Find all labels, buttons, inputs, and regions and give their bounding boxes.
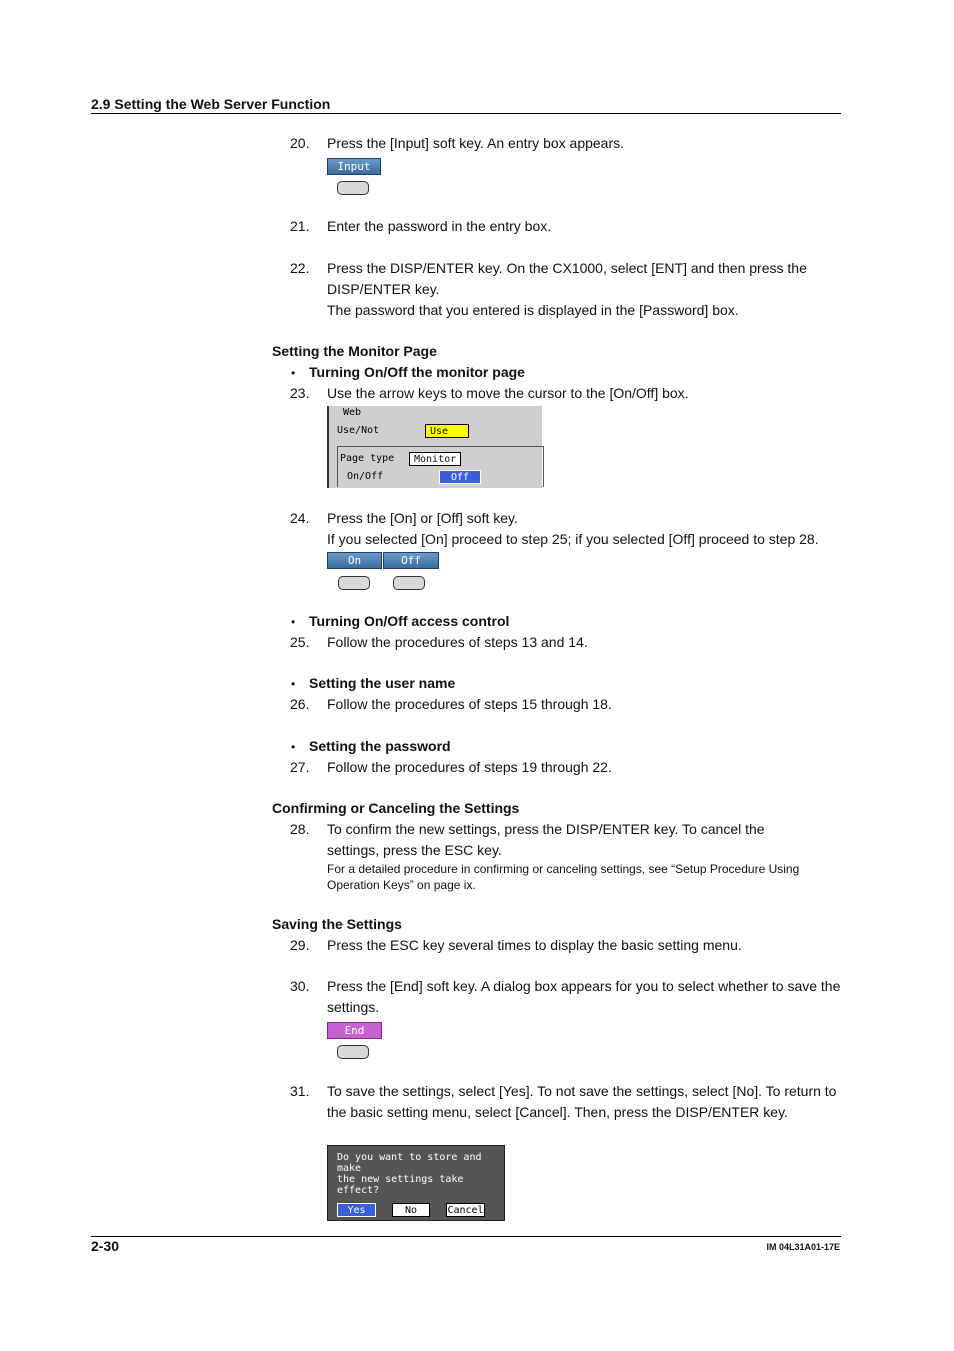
page-number: 2-30	[91, 1238, 120, 1254]
web-settings-screen	[327, 406, 542, 488]
section-title: 2.9 Setting the Web Server Function	[91, 96, 331, 112]
step-text-2: The password that you entered is displayed in the [Password] box.	[327, 302, 739, 318]
web-screen-title: Web	[343, 407, 362, 418]
input-softkey[interactable]: Input	[327, 158, 381, 175]
on-softkey[interactable]: On	[327, 552, 382, 569]
page-type-label: Page type	[340, 453, 395, 464]
onoff-field[interactable]: Off	[439, 470, 481, 484]
step-text: To save the settings, select [Yes]. To not save the settings, select [No]. To return to the basic setting menu, select [Cancel]. Then, press the DISP/ENTER key.	[327, 1083, 837, 1120]
step-text: Use the arrow keys to move the cursor to the [On/Off] box.	[327, 385, 689, 401]
cancel-button[interactable]: Cancel	[447, 1204, 484, 1216]
doc-id: IM 04L31A01-17E	[766, 1242, 840, 1252]
step-number: 28.	[290, 821, 310, 837]
bullet-monitor-onoff: Turning On/Off the monitor page	[309, 364, 525, 380]
end-softkey[interactable]: End	[327, 1022, 382, 1039]
step-text: Press the [End] soft key. A dialog box appears for you to select whether to save the settings.	[327, 978, 841, 1015]
step-number: 24.	[290, 510, 310, 526]
header-rule	[91, 113, 841, 114]
bullet: •	[291, 615, 296, 629]
step-number: 27.	[290, 759, 310, 775]
step-number: 29.	[290, 937, 310, 953]
step-number: 26.	[290, 696, 310, 712]
step-text: Press the [On] or [Off] soft key.	[327, 510, 518, 526]
save-dialog	[327, 1145, 505, 1221]
step-text-2: If you selected [On] proceed to step 25; if you selected [Off] proceed to step 28.	[327, 531, 819, 547]
on-hardware-key[interactable]	[338, 576, 370, 590]
step-text: Follow the procedures of steps 15 through 18.	[327, 696, 612, 712]
onoff-label: On/Off	[347, 471, 384, 482]
step-number: 23.	[290, 385, 310, 401]
step-text: Press the DISP/ENTER key. On the CX1000, select [ENT] and then press the DISP/ENTER key.	[327, 260, 807, 297]
step-text: To confirm the new settings, press the DISP/ENTER key. To cancel the settings, press the ESC key.	[327, 821, 765, 858]
bullet: •	[291, 677, 296, 691]
step-text: Press the ESC key several times to display the basic setting menu.	[327, 937, 742, 953]
heading-monitor-page: Setting the Monitor Page	[272, 343, 437, 359]
footer-rule	[91, 1236, 841, 1237]
bullet-password: Setting the password	[309, 738, 451, 754]
heading-saving: Saving the Settings	[272, 916, 402, 932]
no-button[interactable]: No	[392, 1203, 430, 1217]
heading-confirm: Confirming or Canceling the Settings	[272, 800, 520, 816]
step-number: 25.	[290, 634, 310, 650]
step-number: 20.	[290, 135, 310, 151]
input-hardware-key[interactable]	[337, 181, 369, 195]
step-number: 30.	[290, 978, 310, 994]
step-text: Follow the procedures of steps 19 through 22.	[327, 759, 612, 775]
end-hardware-key[interactable]	[337, 1045, 369, 1059]
step-number: 31.	[290, 1083, 310, 1099]
step-text: Follow the procedures of steps 13 and 14.	[327, 634, 588, 650]
bullet: •	[291, 740, 296, 754]
use-not-label: Use/Not	[337, 425, 380, 436]
bullet-access-control: Turning On/Off access control	[309, 613, 510, 629]
step-number: 21.	[290, 218, 310, 234]
dialog-message	[337, 1152, 502, 1196]
step-text: Press the [Input] soft key. An entry box appears.	[327, 135, 625, 151]
off-hardware-key[interactable]	[393, 576, 425, 590]
off-softkey[interactable]: Off	[383, 552, 439, 569]
dialog-message-line2: the new settings take effect?	[337, 1174, 464, 1196]
step-note: For a detailed procedure in confirming or canceling settings, see “Setup Procedure Using Operation Keys” on page ix.	[327, 862, 800, 892]
step-number: 22.	[290, 260, 310, 276]
dialog-message-line1: Do you want to store and make	[337, 1152, 482, 1174]
bullet: •	[291, 366, 296, 380]
page-type-field[interactable]: Monitor	[409, 452, 461, 466]
bullet-user-name: Setting the user name	[309, 675, 456, 691]
use-not-field[interactable]: Use	[425, 424, 469, 438]
yes-button[interactable]: Yes	[337, 1203, 376, 1217]
step-text: Enter the password in the entry box.	[327, 218, 552, 234]
